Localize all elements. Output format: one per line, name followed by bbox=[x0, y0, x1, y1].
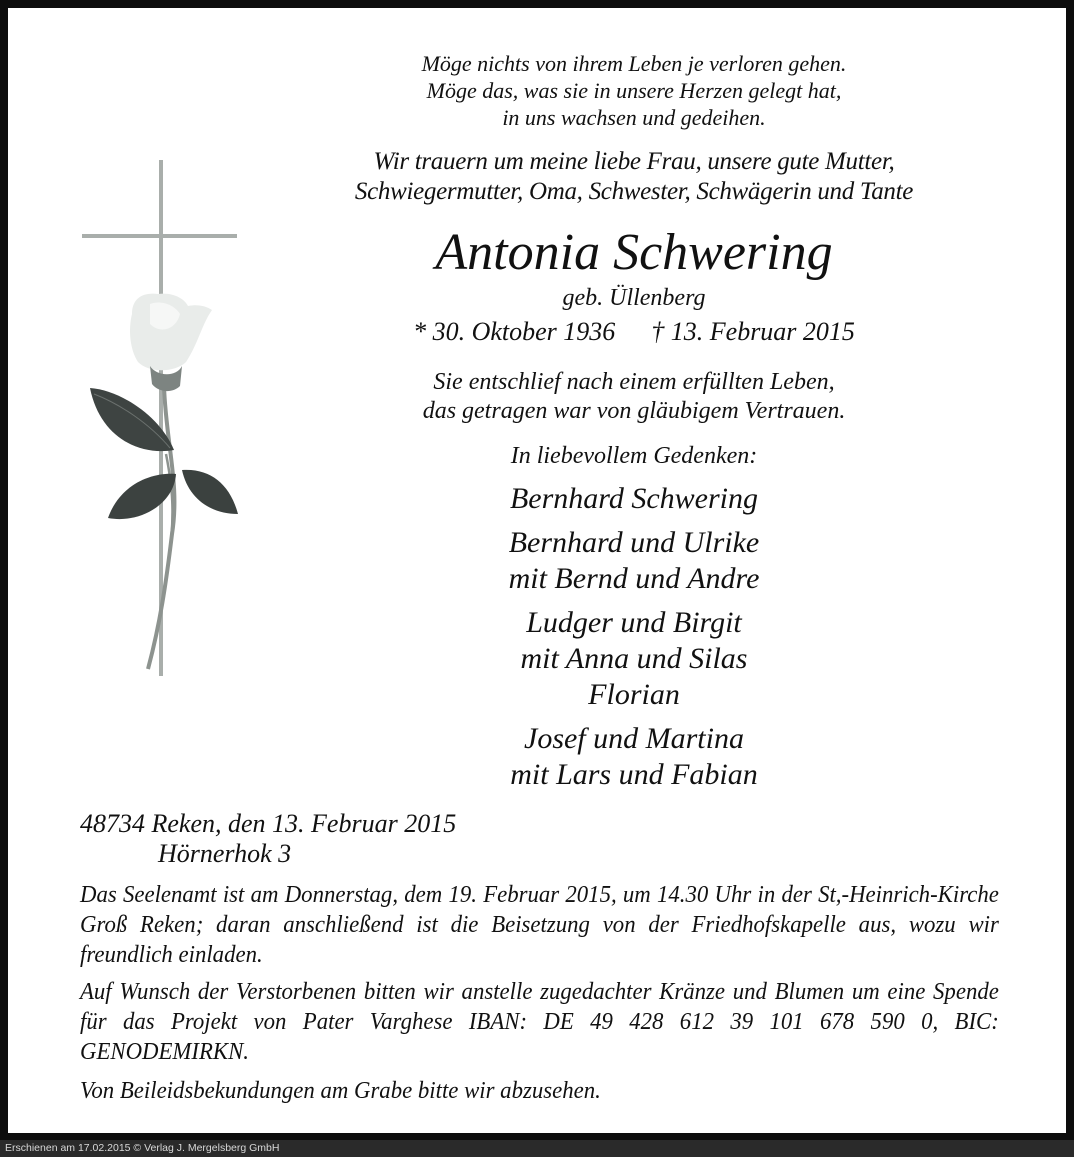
publication-footer: Erschienen am 17.02.2015 © Verlag J. Mergelsberg GmbH bbox=[0, 1140, 1074, 1157]
rose-bloom-icon bbox=[130, 294, 212, 391]
mourning-line: Schwiegermutter, Oma, Schwester, Schwägerin und Tante bbox=[354, 178, 914, 205]
motto-line: Möge nichts von ihrem Leben je verloren gehen. bbox=[421, 51, 847, 76]
obituary-notice bbox=[8, 8, 1066, 1133]
mourner-line: mit Anna und Silas bbox=[520, 642, 748, 675]
mourner-line: Bernhard Schwering bbox=[509, 482, 759, 515]
mourning-line: Wir trauern um meine liebe Frau, unsere gute Mutter, bbox=[373, 148, 895, 175]
cross-rose-image bbox=[80, 154, 250, 678]
mourner-line: mit Bernd und Andre bbox=[508, 562, 760, 595]
funeral-info: Das Seelenamt ist am Donnerstag, dem 19. Februar 2015, um 14.30 Uhr in der St,-Heinrich-Kirche Groß Reken; daran anschließend ist die Beisetzung von der Friedhofskapelle aus, wozu wir freundlich einladen. bbox=[80, 881, 999, 968]
death-date: † 13. Februar 2015 bbox=[651, 317, 855, 346]
mourner-group bbox=[294, 721, 974, 793]
mourner-line: mit Lars und Fabian bbox=[510, 758, 758, 791]
epitaph-line: Sie entschlief nach einem erfüllten Leben, bbox=[433, 369, 835, 395]
mourner-line: Florian bbox=[588, 678, 680, 711]
memory-heading: In liebevollem Gedenken: bbox=[510, 443, 758, 469]
mourning-intro bbox=[294, 147, 974, 207]
place-and-date: 48734 Reken, den 13. Februar 2015 bbox=[80, 809, 457, 838]
birth-name: geb. Üllenberg bbox=[562, 285, 706, 311]
epitaph-line: das getragen war von gläubigem Vertrauen. bbox=[422, 398, 846, 424]
street-address: Hörnerhok 3 bbox=[158, 839, 292, 868]
condolence-note: Von Beileidsbekundungen am Grabe bitte wir abzusehen. bbox=[80, 1077, 601, 1104]
motto-line: Möge das, was sie in unsere Herzen gelegt hat, bbox=[426, 78, 842, 103]
mourner-group bbox=[294, 481, 974, 517]
epitaph bbox=[294, 368, 974, 426]
mourner-line: Bernhard und Ulrike bbox=[508, 526, 760, 559]
mourner-line: Josef und Martina bbox=[524, 722, 744, 755]
donation-request: Auf Wunsch der Verstorbenen bitten wir anstelle zugedachter Kränze und Blumen um eine Spende für das Projekt von Pater Varghese IBAN: DE 49 428 612 39 101 678 590 0, BIC: GENODEMIRKN. bbox=[80, 978, 999, 1065]
mourner-line: Ludger und Birgit bbox=[526, 606, 742, 639]
mourners-list bbox=[294, 481, 974, 801]
address-block bbox=[80, 809, 456, 869]
birth-date: * 30. Oktober 1936 bbox=[413, 317, 616, 346]
mourner-group bbox=[294, 525, 974, 597]
motto bbox=[294, 50, 974, 131]
deceased-name: Antonia Schwering bbox=[435, 224, 833, 281]
motto-line: in uns wachsen und gedeihen. bbox=[502, 105, 766, 130]
mourner-group bbox=[294, 605, 974, 713]
life-dates bbox=[294, 316, 974, 348]
